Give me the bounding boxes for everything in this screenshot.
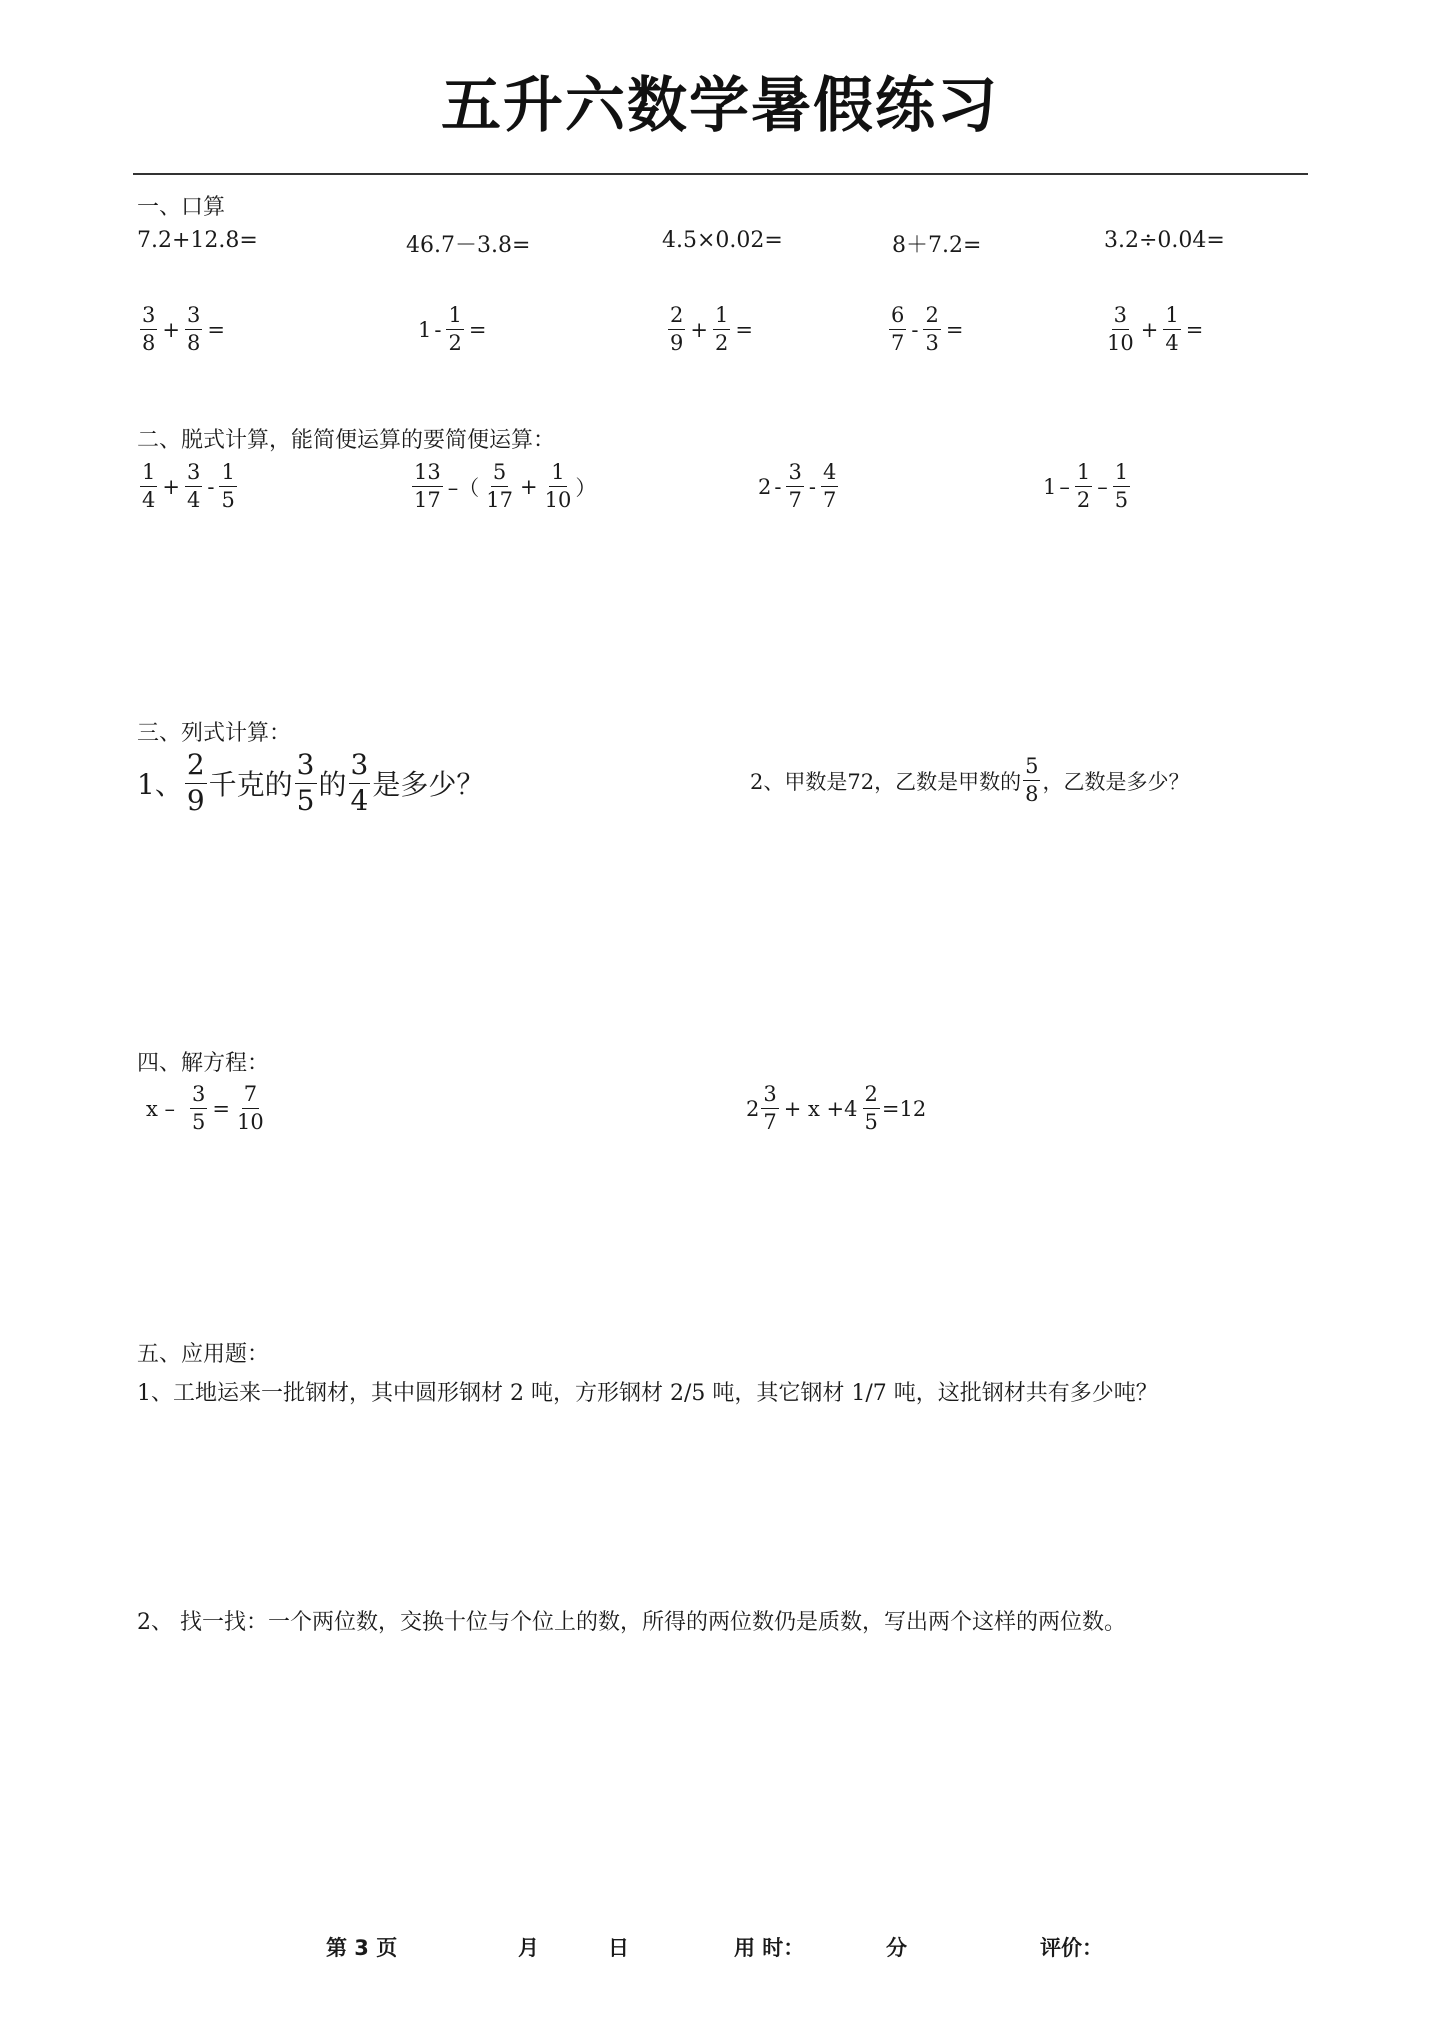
section-1-heading: 一、口算 xyxy=(137,195,226,220)
title-divider xyxy=(133,173,1308,175)
expression-3: 2 - $\frac{3}{7}$ - $\frac{4}{7}$ xyxy=(758,460,837,513)
oral-calc-2: 46.7－3.8= xyxy=(406,233,531,258)
section-2-heading: 二、脱式计算，能简便运算的要简便运算： xyxy=(137,428,556,453)
fraction-calc-2: 1 - $\frac{1}{2}$ = xyxy=(418,303,487,356)
expression-2: $\frac{13}{17}$ –（ $\frac{5}{17}$ + $\frac{1}{10}$ ） xyxy=(414,460,597,513)
footer-day-label: 日 xyxy=(608,1936,629,1960)
equation-2: 2 $\frac{3}{7}$ + x +4 $\frac{2}{5}$ =12 xyxy=(746,1082,927,1135)
section-5-heading: 五、应用题： xyxy=(137,1342,270,1367)
section-4-heading: 四、解方程： xyxy=(137,1051,270,1076)
footer-month-label: 月 xyxy=(518,1936,539,1960)
footer-rating-label: 评价： xyxy=(1040,1936,1103,1960)
application-question-2: 2、 找一找：一个两位数，交换十位与个位上的数，所得的两位数仍是质数，写出两个这样的两位数。 xyxy=(137,1610,1126,1635)
word-calc-2: 2、甲数是72，乙数是甲数的 $\frac{5}{8}$ ，乙数是多少？ xyxy=(750,754,1190,807)
fraction-calc-3: $\frac{2}{9}$ + $\frac{1}{2}$ = xyxy=(670,303,753,356)
application-question-1: 1、工地运来一批钢材，其中圆形钢材 2 吨，方形钢材 2/5 吨，其它钢材 1/7 吨，这批钢材共有多少吨？ xyxy=(137,1381,1158,1406)
oral-calc-3: 4.5×0.02= xyxy=(662,228,783,253)
page-title: 五升六数学暑假练习 xyxy=(441,71,999,141)
section-3-heading: 三、列式计算： xyxy=(137,721,292,746)
word-calc-1: 1、 $\frac{2}{9}$ 千克的 $\frac{3}{5}$ 的 $\frac{3}{4}$ 是多少？ xyxy=(137,748,485,817)
oral-calc-1: 7.2+12.8= xyxy=(137,228,258,253)
fraction-calc-4: $\frac{6}{7}$ - $\frac{2}{3}$ = xyxy=(891,303,964,356)
footer-time-label: 用 时： xyxy=(734,1936,805,1960)
oral-calc-4: 8＋7.2= xyxy=(892,233,982,258)
equation-1: x – $\frac{3}{5}$ = $\frac{7}{10}$ xyxy=(146,1082,264,1135)
fraction-calc-5: $\frac{3}{10}$ + $\frac{1}{4}$ = xyxy=(1107,303,1204,356)
footer-minute-label: 分 xyxy=(886,1936,907,1960)
oral-calc-5: 3.2÷0.04= xyxy=(1104,228,1225,253)
expression-4: 1 – $\frac{1}{2}$ – $\frac{1}{5}$ xyxy=(1043,460,1129,513)
expression-1: $\frac{1}{4}$ + $\frac{3}{4}$ - $\frac{1}{5}$ xyxy=(142,460,235,513)
fraction-calc-1: $\frac{3}{8}$ + $\frac{3}{8}$ = xyxy=(142,303,225,356)
footer-page-number: 第 3 页 xyxy=(326,1936,398,1960)
